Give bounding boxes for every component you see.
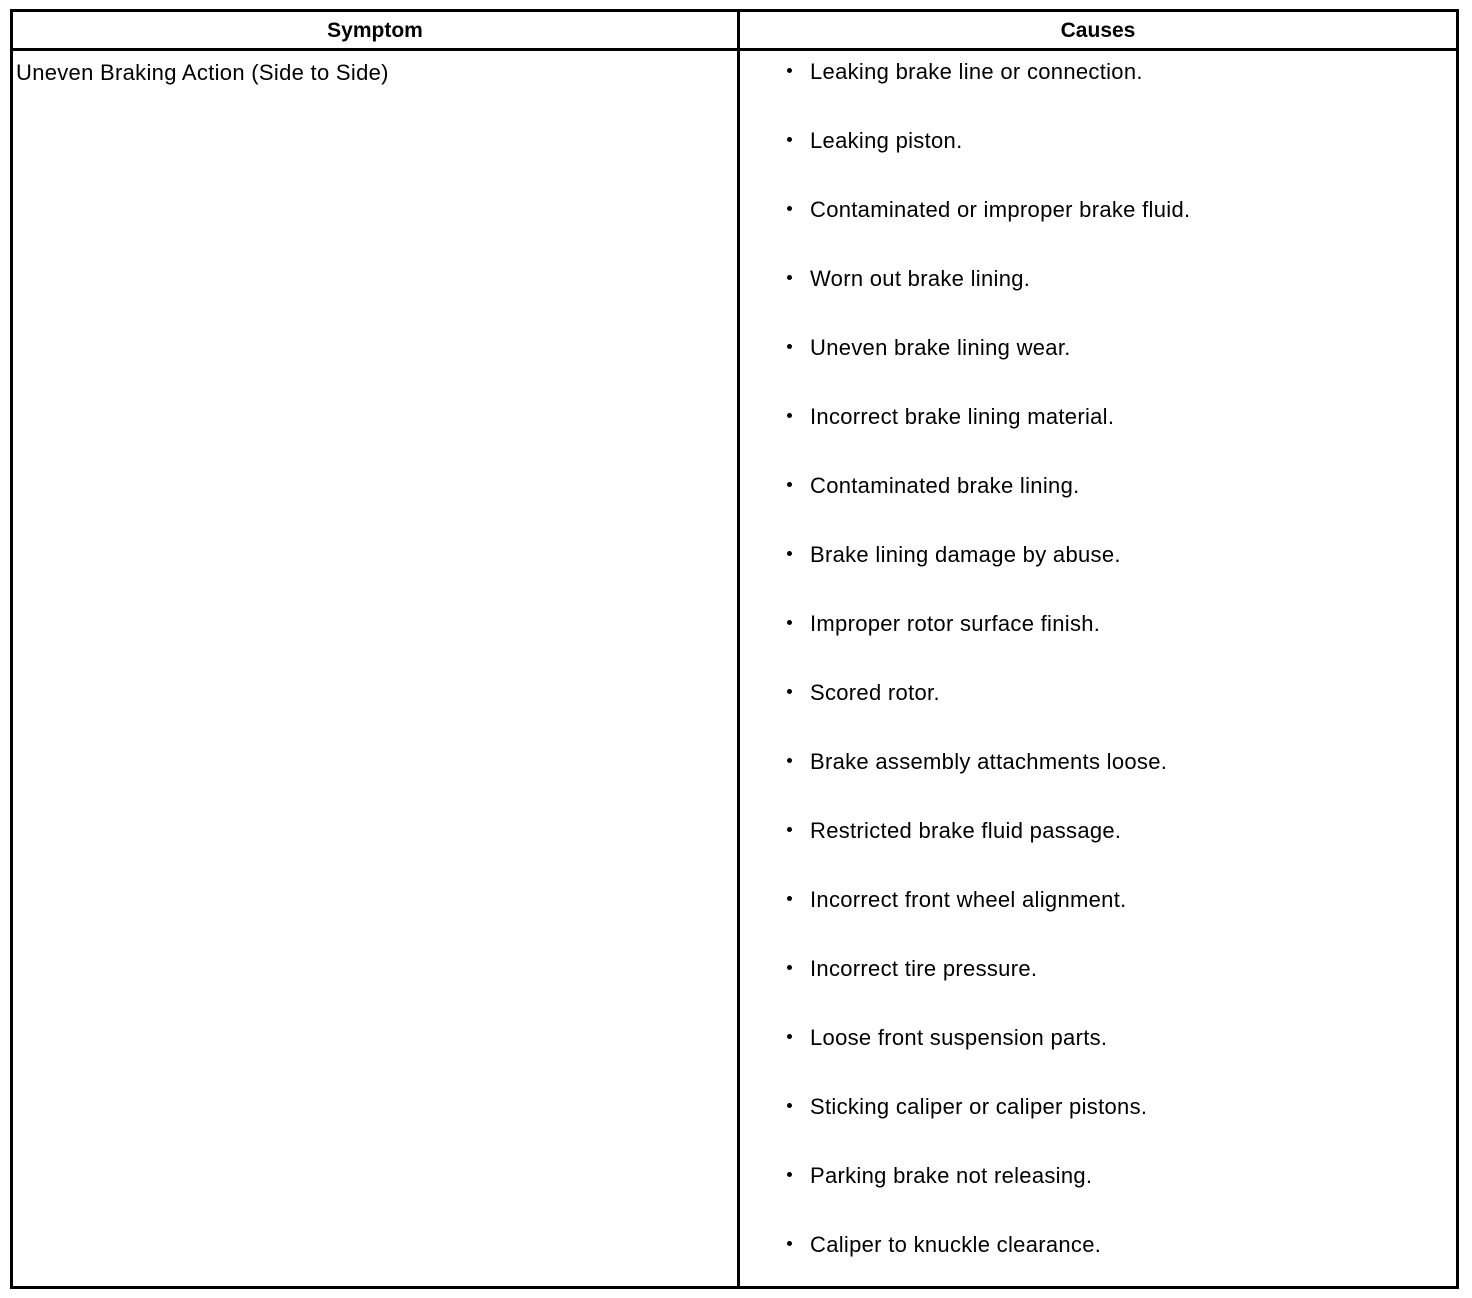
cause-text: Parking brake not releasing. — [810, 1163, 1093, 1188]
cause-text: Incorrect brake lining material. — [810, 404, 1115, 429]
cause-item — [740, 333, 1456, 363]
header-symptom: Symptom — [327, 19, 423, 42]
cause-item — [740, 678, 1456, 708]
troubleshooting-table — [10, 9, 1459, 1289]
bullet-icon — [787, 1103, 792, 1108]
bullet-icon — [787, 1172, 792, 1177]
cause-item — [740, 954, 1456, 984]
cause-text: Leaking piston. — [810, 128, 963, 153]
cause-text: Brake assembly attachments loose. — [810, 749, 1168, 774]
cause-item — [740, 540, 1456, 570]
cause-text: Leaking brake line or connection. — [810, 59, 1143, 84]
cause-text: Improper rotor surface finish. — [810, 611, 1101, 636]
cause-item — [740, 885, 1456, 915]
bullet-icon — [787, 275, 792, 280]
symptom-cell: Uneven Braking Action (Side to Side) — [16, 60, 389, 85]
bullet-icon — [787, 965, 792, 970]
bullet-icon — [787, 896, 792, 901]
cause-text: Scored rotor. — [810, 680, 940, 705]
cause-text: Contaminated or improper brake fluid. — [810, 197, 1191, 222]
bullet-icon — [787, 758, 792, 763]
cause-text: Caliper to knuckle clearance. — [810, 1232, 1102, 1257]
bullet-icon — [787, 1241, 792, 1246]
bullet-icon — [787, 137, 792, 142]
cause-text: Sticking caliper or caliper pistons. — [810, 1094, 1148, 1119]
cause-text: Contaminated brake lining. — [810, 473, 1080, 498]
cause-text: Incorrect tire pressure. — [810, 956, 1038, 981]
cause-item — [740, 747, 1456, 777]
cause-text: Loose front suspension parts. — [810, 1025, 1108, 1050]
bullet-icon — [787, 1034, 792, 1039]
cause-item — [740, 471, 1456, 501]
bullet-icon — [787, 413, 792, 418]
cause-text: Uneven brake lining wear. — [810, 335, 1071, 360]
bullet-icon — [787, 344, 792, 349]
header-causes: Causes — [1060, 19, 1136, 42]
bullet-icon — [787, 551, 792, 556]
cause-item — [740, 264, 1456, 294]
cause-text: Worn out brake lining. — [810, 266, 1031, 291]
cause-item — [740, 126, 1456, 156]
cause-item — [740, 816, 1456, 846]
cause-item — [740, 1230, 1456, 1260]
header-divider — [13, 48, 1456, 51]
bullet-icon — [787, 68, 792, 73]
cause-text: Incorrect front wheel alignment. — [810, 887, 1127, 912]
cause-text: Restricted brake fluid passage. — [810, 818, 1122, 843]
cause-item — [740, 195, 1456, 225]
cause-item — [740, 1023, 1456, 1053]
bullet-icon — [787, 206, 792, 211]
bullet-icon — [787, 827, 792, 832]
cause-item — [740, 609, 1456, 639]
cause-item — [740, 1161, 1456, 1191]
cause-text: Brake lining damage by abuse. — [810, 542, 1121, 567]
cause-item — [740, 402, 1456, 432]
bullet-icon — [787, 689, 792, 694]
cause-item — [740, 57, 1456, 87]
cause-item — [740, 1092, 1456, 1122]
bullet-icon — [787, 620, 792, 625]
bullet-icon — [787, 482, 792, 487]
